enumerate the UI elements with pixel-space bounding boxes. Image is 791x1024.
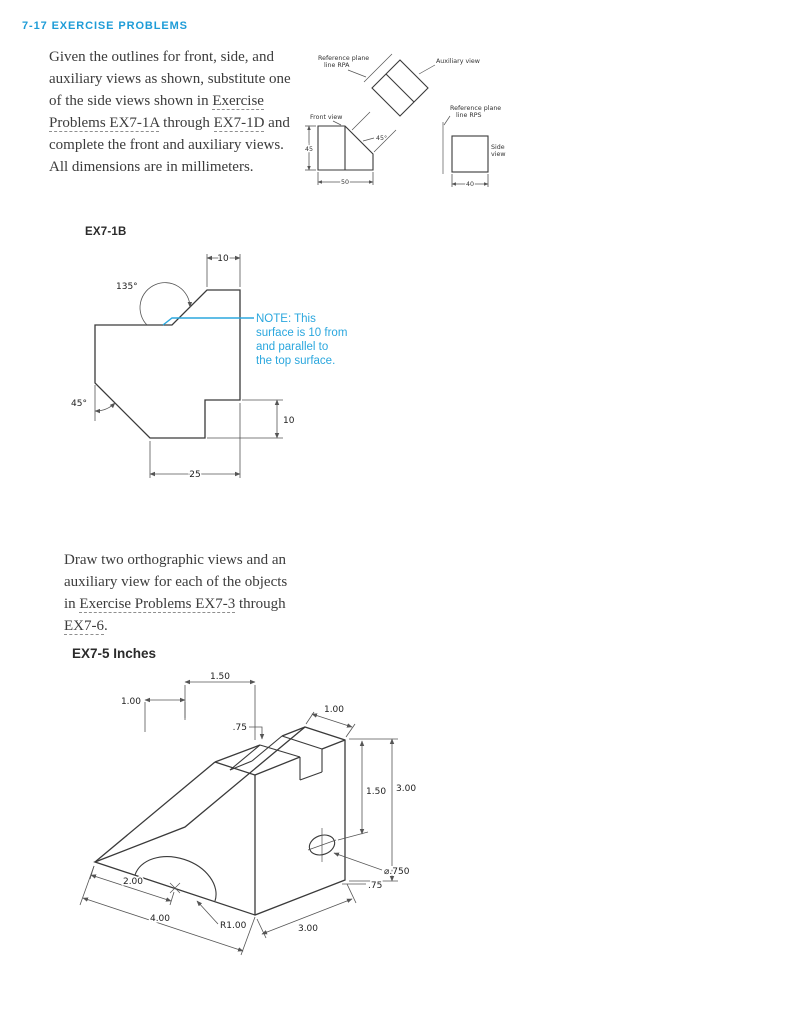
label-side-view-line1: Side [491, 144, 505, 151]
dim-400: 4.00 [149, 914, 171, 924]
figure-label-ex7-5: EX7-5 Inches [72, 646, 157, 661]
label-reference-plane-rps-line1: Reference plane [450, 105, 502, 112]
label-reference-plane-rpa-line1: Reference plane [318, 55, 370, 62]
slot-edges [230, 736, 322, 780]
dim-75-hole: .75 [368, 881, 383, 891]
intro-text-3: and complete the front and auxiliary views. All dimensions are in millimeters. [49, 115, 290, 175]
auxiliary-view-outline [372, 60, 428, 116]
part-outline [95, 290, 240, 438]
label-reference-plane-rpa-line2: line RPA [324, 62, 350, 69]
dia-hole-label: ⌀.750 [384, 867, 410, 877]
dim-front-width: 50 [340, 179, 350, 186]
dim-step-10: 10 [283, 416, 295, 426]
para2-text-1: Draw two orthographic views and an auxiliary view for each of the objects in [64, 552, 288, 612]
intro-paragraph [49, 46, 292, 178]
figure-ex7-5 [50, 660, 450, 970]
link-ex7-6[interactable]: EX7-6 [64, 618, 104, 634]
figure-ex7-1b [70, 245, 400, 495]
dim-100-right-lines [306, 712, 355, 737]
dim-75-slot-leader [249, 727, 262, 739]
intro-text-2: through [159, 115, 214, 131]
link-ex7-1d[interactable]: EX7-1D [213, 115, 265, 131]
link-ex7-1a[interactable]: Exercise Problems EX7-1A [49, 93, 264, 131]
dim-top-10: 10 [217, 254, 229, 264]
section-header: 7-17 EXERCISE PROBLEMS [22, 20, 188, 32]
dia-hole-leader [334, 853, 382, 870]
dim-angle-135: 135° [116, 282, 138, 292]
dim-300-height: 3.00 [396, 784, 417, 794]
label-auxiliary-view: Auxiliary view [436, 58, 480, 65]
label-angle-45: 45° [376, 135, 388, 142]
reference-plane-line-rps [443, 116, 450, 174]
dim-bottom-25: 25 [189, 470, 201, 480]
dim-100-left-lines [145, 700, 185, 732]
note-line-4: the top surface. [256, 355, 336, 367]
dim-150-top: 1.50 [209, 672, 231, 682]
figure-label-ex7-1b: EX7-1B [85, 226, 127, 238]
note-line-1: NOTE: This [256, 313, 316, 325]
dim-300-height-lines [349, 739, 398, 881]
dim-side-width: 40 [465, 181, 475, 188]
dim-200: 2.00 [122, 877, 144, 887]
dim-angle-45: 45° [71, 399, 87, 409]
angle-45-group [95, 385, 115, 421]
link-ex7-3[interactable]: Exercise Problems EX7-3 [79, 596, 236, 612]
angle-45-leader [363, 138, 374, 141]
label-reference-plane-rps-line2: line RPS [456, 112, 482, 119]
intro-text-1: Given the outlines for front, side, and auxiliary views as shown, substitute one of the side views shown in [49, 49, 291, 109]
label-side-view-line2: view [491, 151, 506, 158]
step-dimension [207, 400, 283, 438]
side-view-outline [452, 136, 488, 172]
radius-leader [197, 901, 218, 924]
dim-150-hole: 1.50 [366, 787, 387, 797]
front-view-leader [333, 121, 341, 125]
projection-lines [352, 112, 396, 152]
bottom-dimension [150, 403, 240, 478]
radius-label: R1.00 [220, 921, 247, 931]
note-line-3: and parallel to [256, 341, 329, 353]
hole [307, 828, 338, 862]
dim-400-lines [80, 866, 255, 955]
instruction-paragraph [64, 549, 302, 637]
dim-150-hole-lines [338, 741, 368, 840]
front-view-outline [318, 126, 373, 170]
dim-front-height: 45 [304, 146, 314, 153]
label-front-view: Front view [310, 114, 343, 121]
dim-300-bottom: 3.00 [297, 924, 319, 934]
dim-75-slot: .75 [232, 723, 247, 733]
para2-text-2: through [235, 596, 286, 612]
dim-100-left: 1.00 [120, 697, 141, 707]
para2-text-3: . [104, 618, 108, 634]
auxiliary-view-leader [419, 65, 435, 74]
dim-100-right: 1.00 [323, 705, 345, 715]
note-line-2: surface is 10 from [256, 327, 348, 339]
figure-view-layout [300, 48, 515, 196]
